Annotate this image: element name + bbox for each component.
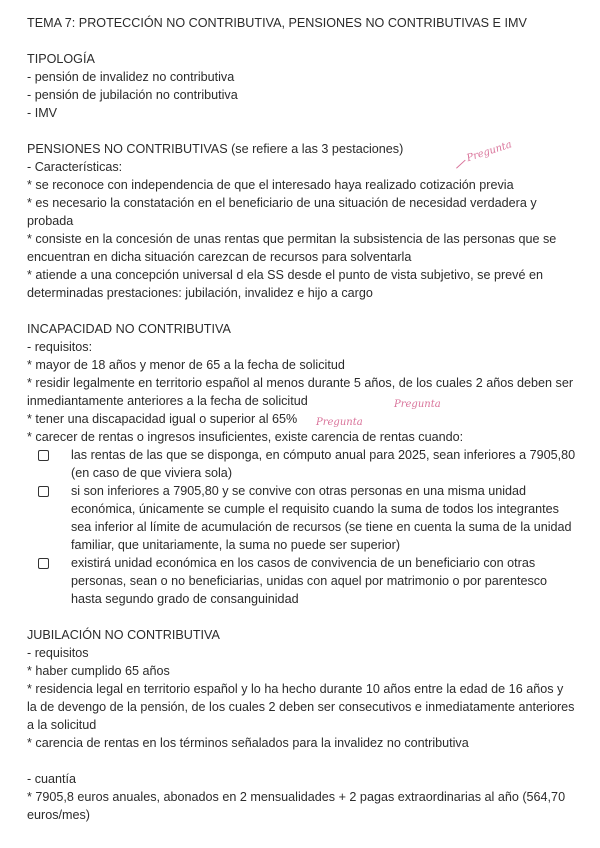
checklist-item [27, 482, 575, 554]
tipologia-item: - pensión de jubilación no contributiva [27, 88, 238, 102]
cuantia-text: * 7905,8 euros anuales, abonados en 2 mensualidades + 2 pagas extraordinarias al año (564,70 euros/mes) [27, 790, 566, 822]
checklist-item [27, 446, 575, 482]
checkbox[interactable] [38, 486, 49, 497]
jubilacion-item: * carencia de rentas en los términos señalados para la invalidez no contributiva [27, 736, 469, 750]
checkbox[interactable] [38, 450, 49, 461]
tipologia-item: - IMV [27, 106, 58, 120]
invalidez-item: * carecer de rentas o ingresos insuficientes, existe carencia de rentas cuando: [27, 430, 464, 444]
jubilacion-heading: JUBILACIÓN NO CONTRIBUTIVA [27, 628, 220, 642]
invalidez-item: * mayor de 18 años y menor de 65 a la fecha de solicitud [27, 358, 345, 372]
tipologia-item: - pensión de invalidez no contributiva [27, 70, 235, 84]
pnc-item: * consiste en la concesión de unas rentas que permitan la subsistencia de las personas que se encuentran en dicha situación carezcan de recursos para solventarla [27, 232, 557, 264]
jubilacion-item: * residencia legal en territorio español y lo ha hecho durante 10 años entre la edad de 16 años y la de devengo de la pensión, de los cuales 2 deben ser consecutivos e inmediatamente anteriores a la solicitud [27, 682, 575, 732]
tipologia-heading: TIPOLOGÍA [27, 52, 95, 66]
cuantia-heading: - cuantía [27, 772, 77, 786]
checkbox[interactable] [38, 558, 49, 569]
page-title: TEMA 7: PROTECCIÓN NO CONTRIBUTIVA, PENSIONES NO CONTRIBUTIVAS E IMV [27, 16, 527, 30]
handwritten-annotation: Pregunta [394, 399, 441, 410]
checklist-text: las rentas de las que se disponga, en cómputo anual para 2025, sean inferiores a 7905,80 (en caso de que viviera sola) [71, 448, 576, 480]
invalidez-item: * tener una discapacidad igual o superior al 65% [27, 412, 298, 426]
document-page [27, 14, 575, 824]
checklist-item [27, 554, 575, 608]
invalidez-item: * residir legalmente en territorio español al menos durante 5 años, de los cuales 2 años deben ser inmediantamente anteriores a la fecha de solicitud [27, 376, 574, 408]
invalidez-heading: INCAPACIDAD NO CONTRIBUTIVA [27, 322, 231, 336]
handwritten-annotation: Pregunta [316, 417, 363, 428]
jubilacion-item: * haber cumplido 65 años [27, 664, 170, 678]
pnc-heading: PENSIONES NO CONTRIBUTIVAS (se refiere a las 3 pestaciones) [27, 142, 404, 156]
checklist-text: si son inferiores a 7905,80 y se convive con otras personas en una misma unidad económica, únicamente se cumple el requisito cuando la suma de todos los integrantes sea inferior al límite de acumulación de recursos (se tiene en cuenta la suma de la unidad familiar, que unitariamente, la suma no puede ser superior) [71, 484, 572, 552]
pnc-item: * atiende a una concepción universal d ela SS desde el punto de vista subjetivo, se prevé en determinadas prestaciones: jubilación, invalidez e hijo a cargo [27, 268, 543, 300]
invalidez-subheading: - requisitos: [27, 340, 93, 354]
handwritten-annotation: Pregunta [464, 136, 514, 168]
pnc-item: * se reconoce con independencia de que el interesado haya realizado cotización previa [27, 178, 514, 192]
checklist-text: existirá unidad económica en los casos de convivencia de un beneficiario con otras personas, sean o no beneficiarias, unidas con aquel por matrimonio o por parentesco hasta segundo grado de consanguinidad [71, 556, 548, 606]
jubilacion-subheading: - requisitos [27, 646, 89, 660]
pnc-item: * es necesario la constatación en el beneficiario de una situación de necesidad verdadera y probada [27, 196, 537, 228]
pnc-subheading: - Características: [27, 160, 123, 174]
